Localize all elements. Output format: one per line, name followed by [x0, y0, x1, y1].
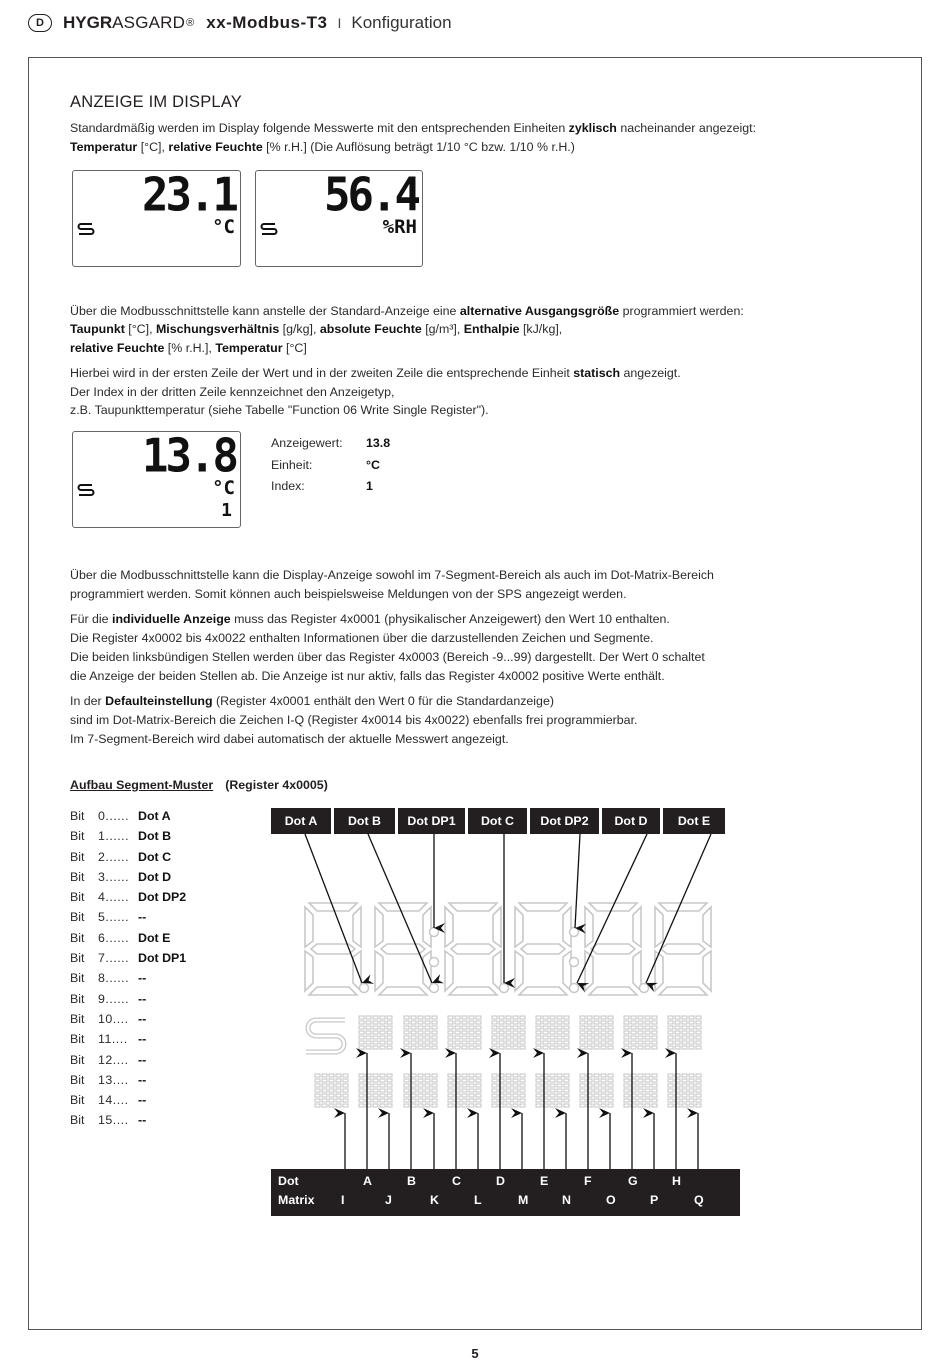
legend-letter: K	[430, 1193, 439, 1207]
legend-letter: I	[341, 1193, 345, 1207]
bit-value: --	[138, 1052, 147, 1067]
dot-label: Dot B	[334, 808, 395, 834]
bit-number: 4......	[98, 890, 130, 905]
bit-number: 1......	[98, 829, 130, 844]
bit-number: 8......	[98, 971, 130, 986]
bit-number: 0......	[98, 809, 130, 823]
lcd-unit: °C	[212, 216, 235, 238]
bit-number: 13....	[98, 1072, 129, 1087]
custom-p2-l3: Die beiden linksbündigen Stellen werden über das Register 4x0003 (Bereich -9...99) dargestellt. Der Wert 0 schaltet	[70, 650, 705, 664]
bit-number: 3......	[98, 869, 130, 884]
dot-label: Dot DP1	[398, 808, 465, 834]
lcd-value: 23.1	[142, 168, 236, 223]
lcd-unit: %RH	[382, 216, 417, 238]
legend-letter: H	[672, 1174, 681, 1188]
info-key: Index:	[271, 479, 305, 493]
bit-value: --	[138, 1011, 147, 1026]
info-value: 1	[366, 479, 373, 493]
lcd-value: 56.4	[324, 168, 418, 223]
info-key: Anzeigewert:	[271, 436, 343, 450]
legend-letter: G	[628, 1174, 638, 1188]
bit-number: 15....	[98, 1113, 129, 1128]
text: Über die Modbusschnittstelle kann anstelle der Standard-Anzeige eine	[70, 304, 460, 318]
language-badge: D	[28, 14, 52, 32]
bold-text: statisch	[573, 366, 621, 380]
custom-p3-l3: Im 7-Segment-Bereich wird dabei automatisch der aktuelle Messwert angezeigt.	[70, 732, 509, 746]
text: [°C],	[137, 140, 169, 154]
legend-letter: M	[518, 1193, 529, 1207]
bold-text: absolute Feuchte	[319, 322, 422, 336]
bit-value: --	[138, 1032, 147, 1047]
bit-label: Bit	[70, 1011, 85, 1026]
page-number: 5	[471, 1346, 479, 1361]
bit-label: Bit	[70, 910, 85, 925]
text: muss das Register 4x0001 (physikalischer Anzeigewert) den Wert 10 enthalten.	[230, 612, 670, 626]
text: In der	[70, 694, 106, 708]
legend-letter: L	[474, 1193, 482, 1207]
bit-label: Bit	[70, 1032, 85, 1047]
product-model: xx-Modbus-T3	[206, 13, 328, 32]
bit-value: --	[138, 1093, 147, 1108]
bold-text: alternative Ausgangsgröße	[459, 304, 620, 318]
bit-label: Bit	[70, 849, 85, 864]
brand-name-bold: HYGR	[63, 13, 113, 32]
legend-letter: N	[562, 1193, 571, 1207]
bit-label: Bit	[70, 991, 85, 1006]
legend-row2-label: Matrix	[278, 1193, 315, 1207]
alt-line-5: Der Index in der dritten Zeile kennzeichnet den Anzeigetyp,	[70, 385, 395, 399]
bit-value: --	[138, 910, 147, 925]
text: [°C],	[124, 322, 156, 336]
header-separator: I	[337, 15, 342, 31]
bit-number: 11....	[98, 1032, 128, 1047]
legend-letter: E	[540, 1174, 549, 1188]
bit-number: 7......	[98, 951, 130, 966]
info-key: Einheit:	[271, 457, 313, 472]
brand-name-light: ASGARD	[112, 13, 186, 32]
register-label: (Register 4x0005)	[225, 778, 328, 792]
custom-p3-l2: sind im Dot-Matrix-Bereich die Zeichen I-Q (Register 4x0014 bis 4x0022) ebenfalls frei programmierbar.	[70, 713, 638, 727]
bit-number: 9......	[98, 991, 130, 1006]
bit-label: Bit	[70, 890, 85, 905]
bit-label: Bit	[70, 1052, 85, 1067]
bit-number: 12....	[98, 1052, 129, 1067]
text: [kJ/kg],	[519, 322, 563, 336]
bit-number: 5......	[98, 910, 130, 925]
bit-value: --	[138, 1072, 147, 1087]
bold-text: Taupunkt	[70, 322, 125, 336]
legend-letter: P	[650, 1193, 659, 1207]
text: [°C]	[282, 341, 307, 355]
dot-label: Dot D	[602, 808, 660, 834]
bit-value: Dot A	[138, 809, 171, 823]
bold-text: relative Feuchte	[168, 140, 263, 154]
text: (Register 4x0001 enthält den Wert 0 für die Standardanzeige)	[212, 694, 554, 708]
registered-mark: ®	[186, 17, 195, 29]
info-value: 13.8	[366, 436, 391, 450]
legend-letter: O	[606, 1193, 616, 1207]
bold-text: Enthalpie	[463, 322, 520, 336]
dot-label: Dot DP2	[530, 808, 599, 834]
page-title: ANZEIGE IM DISPLAY	[70, 93, 242, 111]
bit-label: Bit	[70, 971, 85, 986]
lcd-index: 1	[221, 500, 232, 521]
bit-value: --	[138, 971, 147, 986]
custom-p2-l4: die Anzeige der beiden Stellen ab. Die Anzeige ist nur aktiv, falls das Register 4x0002 positive Werte enthält.	[70, 669, 665, 683]
bit-number: 2......	[98, 849, 130, 864]
text: angezeigt.	[620, 366, 681, 380]
text: programmiert werden:	[619, 304, 744, 318]
dot-label: Dot E	[663, 808, 725, 834]
legend-letter: C	[452, 1174, 461, 1188]
text: [% r.H.],	[164, 341, 216, 355]
bit-label: Bit	[70, 829, 85, 844]
lcd-value: 13.8	[142, 429, 236, 484]
bit-label: Bit	[70, 869, 85, 884]
bold-text: Mischungsverhältnis	[155, 322, 280, 336]
bit-number: 14....	[98, 1093, 129, 1108]
seven-segment-digits	[305, 903, 711, 995]
bit-label: Bit	[70, 1072, 85, 1087]
bold-text: zyklisch	[568, 121, 617, 135]
bit-value: Dot D	[138, 869, 172, 884]
lcd-unit: °C	[212, 477, 235, 499]
custom-p1-l2: programmiert werden. Somit können auch beispielsweise Meldungen von der SPS angezeigt werden.	[70, 587, 627, 601]
text: nacheinander angezeigt:	[616, 121, 757, 135]
bit-number: 6......	[98, 930, 130, 945]
bit-value: Dot C	[138, 849, 172, 864]
bit-value: --	[138, 1113, 147, 1128]
bold-text: relative Feuchte	[70, 341, 165, 355]
text: Für die	[70, 612, 113, 626]
section-name: Konfiguration	[351, 13, 452, 32]
text: Hierbei wird in der ersten Zeile der Wert und in der zweiten Zeile die entsprechende Einheit	[70, 366, 574, 380]
bold-text: Defaulteinstellung	[105, 694, 213, 708]
bit-value: Dot DP2	[138, 890, 187, 905]
custom-p2-l2: Die Register 4x0002 bis 4x0022 enthalten Informationen über die darzustellenden Zeichen und Segmente.	[70, 631, 654, 645]
legend-row1-label: Dot	[278, 1174, 299, 1188]
text: Standardmäßig werden im Display folgende Messwerte mit den entsprechenden Einheiten	[70, 121, 569, 135]
bit-value: --	[138, 991, 147, 1006]
info-value: °C	[366, 457, 380, 472]
bit-label: Bit	[70, 1093, 85, 1108]
bit-number: 10....	[98, 1011, 129, 1026]
bit-value: Dot B	[138, 829, 172, 844]
legend-letter: F	[584, 1174, 592, 1188]
bit-label: Bit	[70, 809, 85, 823]
legend-letter: J	[385, 1193, 392, 1207]
dot-label: Dot C	[468, 808, 527, 834]
bit-value: Dot E	[138, 930, 171, 945]
legend-letter: Q	[694, 1193, 704, 1207]
bit-value: Dot DP1	[138, 951, 187, 966]
dot-matrix-legend	[271, 1169, 740, 1216]
bit-label: Bit	[70, 1113, 85, 1128]
legend-letter: B	[407, 1174, 416, 1188]
dot-label-bar	[271, 808, 728, 834]
bold-text: Temperatur	[70, 140, 138, 154]
text: [g/kg],	[279, 322, 320, 336]
bit-label: Bit	[70, 951, 85, 966]
custom-p1-l1: Über die Modbusschnittstelle kann die Display-Anzeige sowohl im 7-Segment-Bereich als auch im Dot-Matrix-Bereich	[70, 568, 714, 582]
alt-line-6: z.B. Taupunkttemperatur (siehe Tabelle "Function 06 Write Single Register").	[70, 403, 489, 417]
text: [% r.H.] (Die Auflösung beträgt 1/10 °C bzw. 1/10 % r.H.)	[262, 140, 575, 154]
subsection-heading: Aufbau Segment-Muster	[70, 778, 214, 792]
dot-label: Dot A	[271, 808, 331, 834]
legend-letter: A	[363, 1174, 372, 1188]
text: [g/m³],	[421, 322, 464, 336]
bold-text: Temperatur	[215, 341, 283, 355]
bit-label: Bit	[70, 930, 85, 945]
bold-text: individuelle Anzeige	[112, 612, 231, 626]
legend-letter: D	[496, 1174, 505, 1188]
